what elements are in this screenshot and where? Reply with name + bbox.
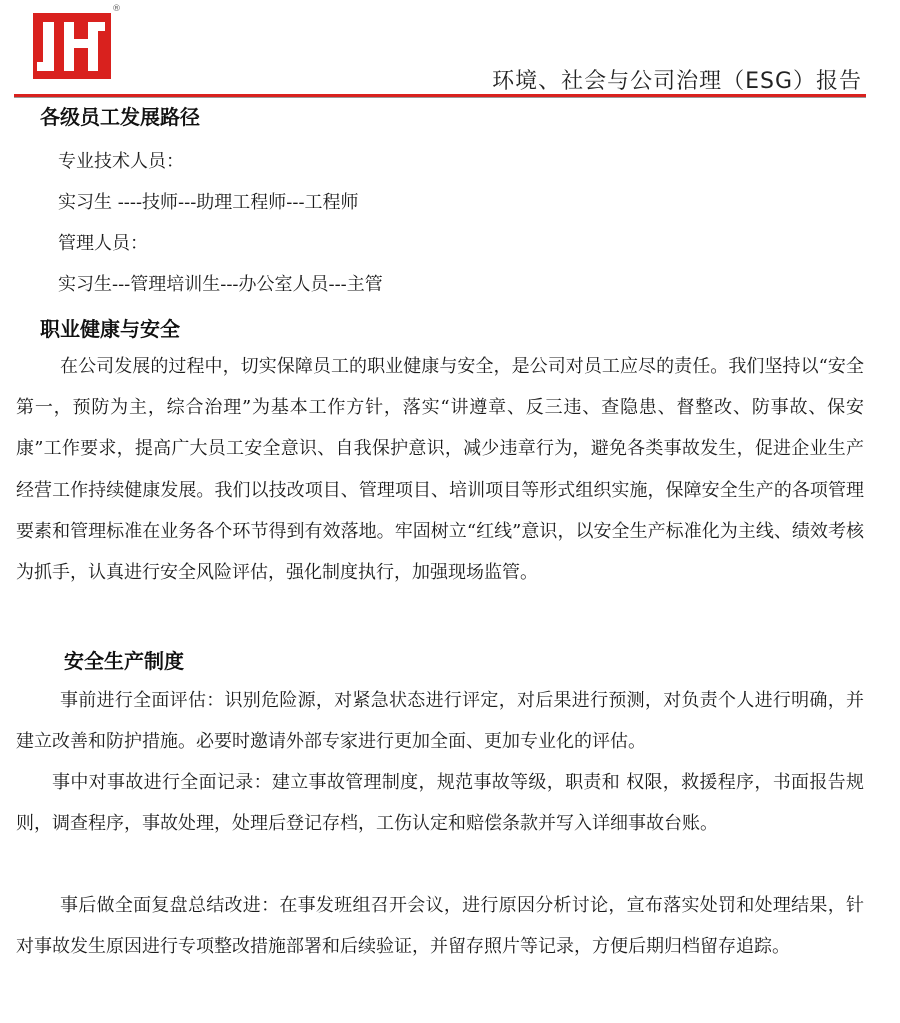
tech-staff-label: 专业技术人员： bbox=[58, 151, 184, 172]
safety-during-paragraph: 事中对事故进行全面记录：建立事故管理制度，规范事故等级，职责和 权限，救援程序，书面报告规则，调查程序，事故处理，处理后登记存档，工伤认定和赔偿条款并写入详细事故台账。 bbox=[16, 772, 864, 835]
section-heading-career-path: 各级员工发展路径 bbox=[40, 105, 200, 129]
company-logo bbox=[33, 13, 111, 79]
mgmt-staff-path: 实习生---管理培训生---办公室人员---主管 bbox=[58, 274, 383, 295]
tech-staff-path: 实习生 ----技师---助理工程师---工程师 bbox=[58, 192, 359, 213]
mgmt-staff-label: 管理人员： bbox=[58, 233, 148, 254]
safety-before-paragraph: 事前进行全面评估：识别危险源，对紧急状态进行评定，对后果进行预测，对负责个人进行明确，并建立改善和防护措施。必要时邀请外部专家进行更加全面、更加专业化的评估。 bbox=[16, 690, 864, 753]
section-heading-safety-system: 安全生产制度 bbox=[64, 649, 184, 673]
header-grey-rule bbox=[14, 97, 866, 98]
section-heading-health-safety: 职业健康与安全 bbox=[40, 317, 180, 341]
report-title: 环境、社会与公司治理（ESG）报告 bbox=[492, 69, 862, 94]
page-header bbox=[0, 0, 900, 100]
registered-mark: ® bbox=[112, 4, 121, 14]
safety-after-paragraph: 事后做全面复盘总结改进：在事发班组召开会议，进行原因分析讨论，宣布落实处罚和处理结果，针对事故发生原因进行专项整改措施部署和后续验证，并留存照片等记录，方便后期归档留存追踪。 bbox=[16, 895, 864, 958]
health-safety-paragraph: 在公司发展的过程中，切实保障员工的职业健康与安全，是公司对员工应尽的责任。我们坚持以“安全第一，预防为主，综合治理”为基本工作方针，落实“讲遵章、反三违、查隐患、督整改、防事故、保安康”工作要求，提高广大员工安全意识、自我保护意识，减少违章行为，避免各类事故发生，促进企业生产经营工作持续健康发展。我们以技改项目、管理项目、培训项目等形式组织实施，保障安全生产的各项管理要素和管理标准在业务各个环节得到有效落地。牢固树立“红线”意识，以安全生产标准化为主线、绩效考核为抓手，认真进行安全风险评估，强化制度执行，加强现场监管。 bbox=[16, 356, 864, 584]
